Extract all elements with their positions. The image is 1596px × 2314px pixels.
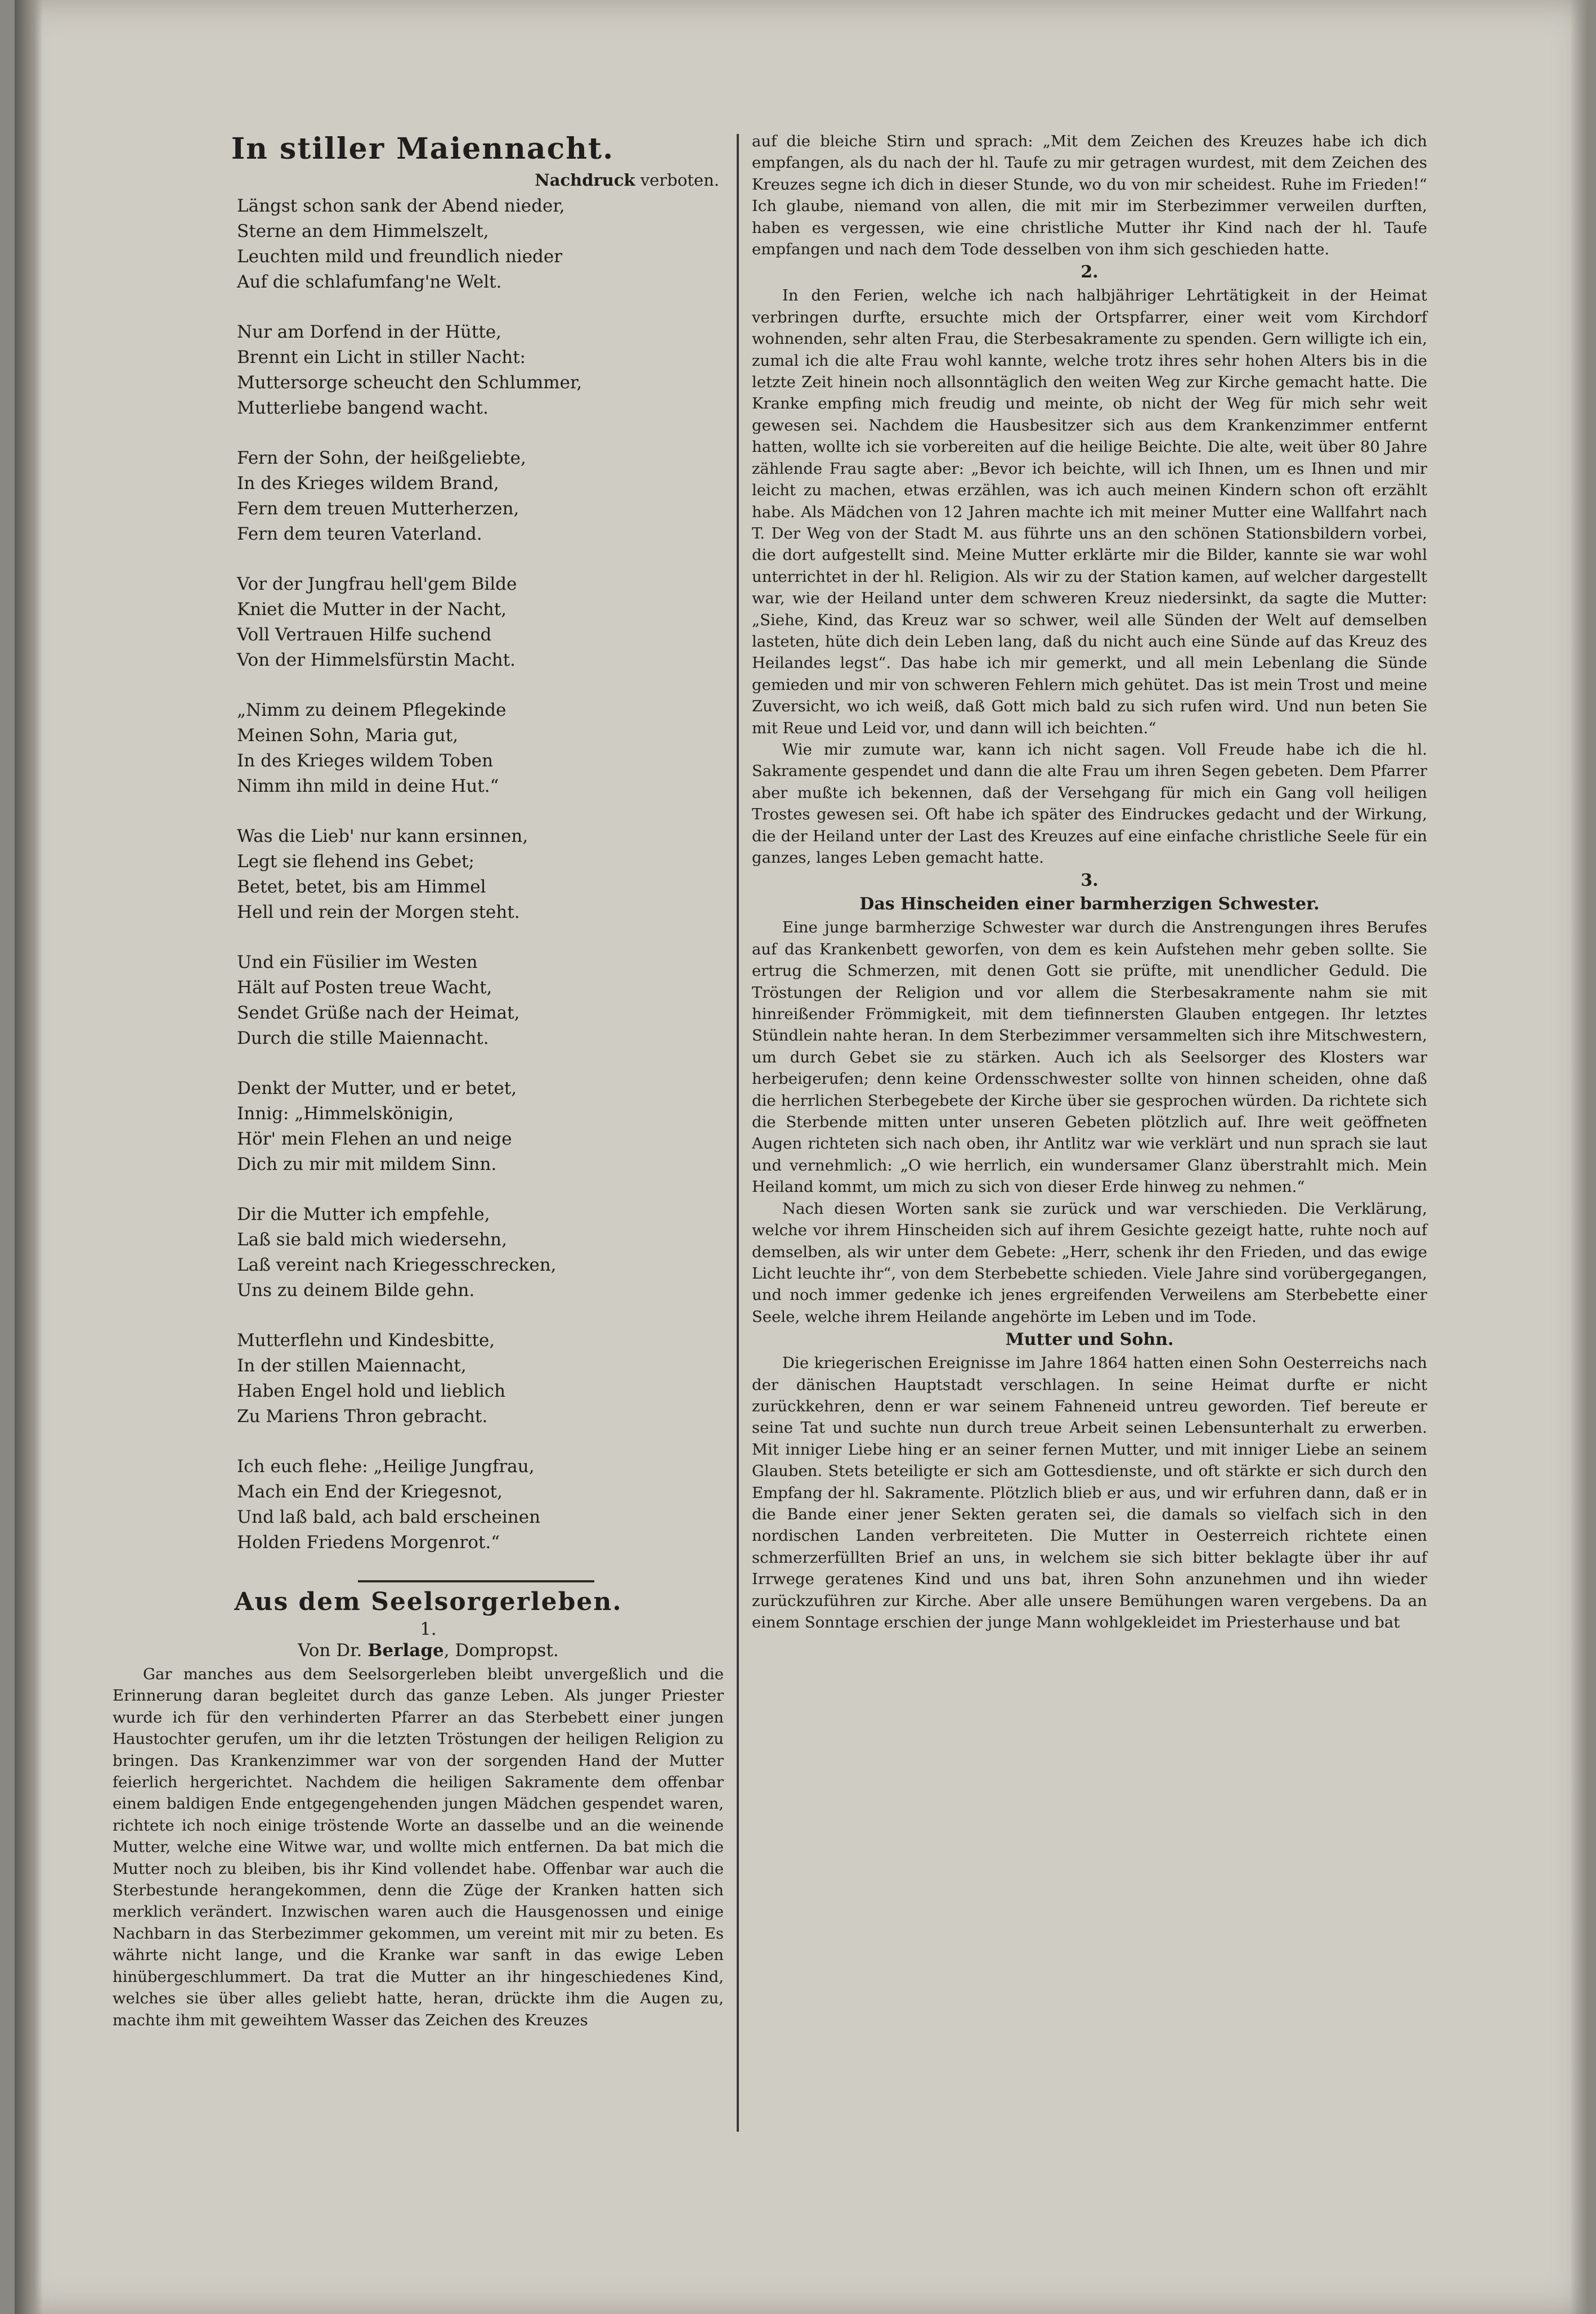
poem-verse: Mutterflehn und Kindesbitte, [237, 1330, 495, 1351]
poem-stanza [237, 824, 724, 925]
poem-stanza [237, 1328, 724, 1429]
article-paragraph: Gar manches aus dem Seelsorgerleben bleibt unvergeßlich und die Erinnerung daran begleitet durch das ganze Leben. Als junger Priester wurde ich für den verhinderten Pfarrer an das Sterbebett einer jungen Haustochter gerufen, um ihr die letzten Tröstungen der heiligen Religion zu bringen. Das Krankenzimmer war von der sorgenden Hand der Mutter feierlich hergerichtet. Nachdem die heiligen Sakramente dem offenbar einem baldigen Ende entgegengehenden jungen Mädchen gespendet waren, richtete ich noch einige tröstende Worte an dasselbe und an die weinende Mutter, welche eine Witwe war, und wollte mich entfernen. Da bat mich die Mutter noch zu bleiben, bis ihr Kind vollendet habe. Offenbar war auch die Sterbestunde herangekommen, denn die Züge der Kranken hatten sich merklich verändert. Inzwischen waren auch die Hausgenossen und einige Nachbarn in das Sterbezimmer gekommen, um vereint mit mir zu beten. Es währte nicht lange, und die Kranke war sanft in das ewige Leben hinübergeschlummert. Da trat die Mutter an ihr hingeschiedenes Kind, welches sie über alles geliebt hatte, heran, drückte ihm die Augen zu, machte ihm mit geweihtem Wasser das Zeichen des Kreuzes [113, 1665, 724, 2029]
poem-verse: Voll Vertrauen Hilfe suchend [237, 625, 492, 645]
poem-stanza [237, 950, 724, 1051]
article-paragraph: Nach diesen Worten sank sie zurück und war verschieden. Die Verklärung, welche vor ihrem Hinscheiden sich auf ihrem Gesichte gezeigt hatte, ruhte noch auf demselben, als wir unter dem Gebete: „Herr, schenk ihr den Frieden, und das ewige Licht leuchte ihr“, von dem Sterbebette schieden. Viele Jahre sind vorübergegangen, und noch immer gedenke ich jenes ergreifenden Verweilens am Sterbebette einer Seele, welche ihrem Heilande angehörte im Leben und im Tode. [752, 1199, 1427, 1326]
poem-verse: Mach ein End der Kriegesnot, [237, 1482, 503, 1502]
poem-verse: Dir die Mutter ich empfehle, [237, 1204, 490, 1225]
poem-stanza [237, 698, 724, 799]
poem-verse: Uns zu deinem Bilde gehn. [237, 1280, 475, 1300]
poem-stanza [237, 572, 724, 673]
poem-verse: Dich zu mir mit mildem Sinn. [237, 1154, 497, 1174]
poem-verse: Fern der Sohn, der heißgeliebte, [237, 448, 526, 468]
column-rule [737, 134, 739, 2132]
poem-verse: Sendet Grüße nach der Heimat, [237, 1003, 520, 1023]
poem-verse: Laß sie bald mich wiedersehn, [237, 1230, 507, 1250]
right-column [752, 131, 1427, 1633]
poem-stanza [237, 1202, 724, 1303]
poem-verse: Hör' mein Flehen an und neige [237, 1129, 512, 1149]
part-number-1: 1. [420, 1619, 437, 1639]
poem-verse: Was die Lieb' nur kann ersinnen, [237, 826, 528, 846]
poem-stanza [237, 446, 724, 547]
poem-verse: Vor der Jungfrau hell'gem Bilde [237, 574, 517, 594]
poem-stanza [237, 1076, 724, 1177]
poem-verse: Zu Mariens Thron gebracht. [237, 1406, 488, 1427]
newspaper-page [15, 0, 1587, 2314]
poem-title: In stiller Maiennacht. [231, 132, 615, 166]
poem-verse: Und ein Füsilier im Westen [237, 952, 478, 972]
poem-verse: „Nimm zu deinem Pflegekinde [237, 700, 506, 720]
poem-verse: Von der Himmelsfürstin Macht. [237, 650, 516, 670]
poem-stanza [237, 320, 724, 421]
poem-verse: Leuchten mild und freundlich nieder [237, 246, 563, 267]
section-heading: Mutter und Sohn. [1005, 1330, 1174, 1350]
poem-verse: In des Krieges wildem Brand, [237, 473, 499, 494]
poem-verse: Hell und rein der Morgen steht. [237, 902, 520, 922]
section-divider [358, 1580, 594, 1582]
article-title: Aus dem Seelsorgerleben. [234, 1587, 622, 1616]
author-line: Von Dr. Berlage, Dompropst. [298, 1640, 559, 1661]
poem-verse: Mutterliebe bangend wacht. [237, 398, 488, 418]
poem-verse: Holden Friedens Morgenrot.“ [237, 1532, 500, 1553]
poem-verse: Legt sie flehend ins Gebet; [237, 851, 474, 872]
poem-stanza [237, 194, 724, 295]
part-number-2: 2. [1081, 262, 1099, 282]
poem-verse: In der stillen Maiennacht, [237, 1356, 467, 1376]
poem-body [99, 194, 724, 1555]
poem-verse: Durch die stille Maiennacht. [237, 1028, 489, 1048]
poem-verse: Und laß bald, ach bald erscheinen [237, 1507, 541, 1527]
poem-verse: Hält auf Posten treue Wacht, [237, 977, 492, 998]
poem-verse: Innig: „Himmelskönigin, [237, 1104, 454, 1124]
reprint-notice: Nachdruck verboten. [535, 171, 719, 190]
poem-verse: Brennt ein Licht in stiller Nacht: [237, 347, 526, 367]
part-number-3: 3. [1081, 871, 1099, 891]
poem-verse: Meinen Sohn, Maria gut, [237, 725, 459, 746]
poem-verse: Fern dem treuen Mutterherzen, [237, 499, 519, 519]
article-paragraph: auf die bleiche Stirn und sprach: „Mit dem Zeichen des Kreuzes habe ich dich empfangen, als du nach der hl. Taufe zu mir getragen wurdest, mit dem Zeichen des Kreuzes segne ich dich in dieser Stunde, wo du von mir scheidest. Ruhe im Frieden!“ Ich glaube, niemand von allen, die mit mir im Sterbezimmer verweilen durften, haben es vergessen, wie eine christliche Mutter ihr Kind nach der hl. Taufe empfangen und nach dem Tode desselben von ihm sich geschieden hatte. [752, 132, 1427, 259]
poem-verse: Nimm ihn mild in deine Hut.“ [237, 776, 499, 796]
poem-verse: Längst schon sank der Abend nieder, [237, 196, 565, 216]
left-column [99, 131, 724, 2031]
poem-verse: Ich euch flehe: „Heilige Jungfrau, [237, 1456, 535, 1477]
poem-verse: Fern dem teuren Vaterland. [237, 524, 482, 544]
poem-verse: Muttersorge scheucht den Schlummer, [237, 373, 582, 393]
poem-verse: Auf die schlafumfang'ne Welt. [237, 272, 502, 292]
article-paragraph: Wie mir zumute war, kann ich nicht sagen. Voll Freude habe ich die hl. Sakramente gespendet und dann die alte Frau um ihren Segen gebeten. Dem Pfarrer aber mußte ich bekennen, daß der Versehgang für mich ein Gang voll heiligen Trostes gewesen sei. Oft habe ich später des Eindruckes gedacht und der Wirkung, die der Heiland unter der Last des Kreuzes auf eine einfache christliche Seele für ein ganzes, langes Leben gemacht hatte. [752, 740, 1427, 867]
section-heading: Das Hinscheiden einer barmherzigen Schwester. [859, 894, 1320, 914]
poem-verse: In des Krieges wildem Toben [237, 751, 494, 771]
article-paragraph: Eine junge barmherzige Schwester war durch die Anstrengungen ihres Berufes auf das Krankenbett geworfen, von dem es kein Aufstehen mehr geben sollte. Sie ertrug die Schmerzen, mit denen Gott sie prüfte, mit unendlicher Geduld. Die Tröstungen der Religion und vor allem die Sterbesakramente nahm sie mit hinreißender Frömmigkeit, mit dem tiefinnersten Glauben entgegen. Ihr letztes Stündlein nahte heran. In dem Sterbezimmer versammelten sich ihre Mitschwestern, um durch Gebet sie zu stärken. Auch ich als Seelsorger des Klosters war herbeigerufen; denn keine Ordensschwester sollte von hinnen scheiden, ohne daß die herrlichen Sterbegebete der Kirche über sie gesprochen würden. Da richtete sich die Sterbende mitten unter unseren Gebeten plötzlich auf. Ihre weit geöffneten Augen richteten sich nach oben, ihr Antlitz war wie verklärt und nun sprach sie laut und vernehmlich: „O wie herrlich, ein wundersamer Glanz überstrahlt mich. Mein Heiland kommt, um mich zu sich von dieser Erde hinweg zu nehmen.“ [752, 918, 1427, 1196]
poem-verse: Denkt der Mutter, und er betet, [237, 1078, 517, 1098]
poem-verse: Kniet die Mutter in der Nacht, [237, 599, 507, 620]
article-paragraph: In den Ferien, welche ich nach halbjähriger Lehrtätigkeit in der Heimat verbringen durfte, ersuchte mich der Ortspfarrer, einer weit vom Kirchdorf wohnenden, sehr alten Frau, die Sterbesakramente zu spenden. Gern willigte ich ein, zumal ich die alte Frau wohl kannte, welche trotz ihres sehr hohen Alters bis in die letzte Zeit hinein noch allsonntäglich den weiten Weg zur Kirche gemacht hatte. Die Kranke empfing mich freudig und meinte, ob nicht der Weg für mich sehr weit gewesen sei. Nachdem die Hausbesitzer sich aus dem Krankenzimmer entfernt hatten, wollte ich sie vorbereiten auf die heilige Beichte. Die alte, weit über 80 Jahre zählende Frau sagte aber: „Bevor ich beichte, will ich Ihnen, um es Ihnen und mir leicht zu machen, etwas erzählen, was ich auch meinen Kindern schon oft erzählt habe. Als Mädchen von 12 Jahren machte ich mit meiner Mutter eine Wallfahrt nach T. Der Weg von der Stadt M. aus führte uns an den schönen Stationsbildern vorbei, die dort aufgestellt sind. Meine Mutter erklärte mir die Bilder, kannte sie war wohl unterrichtet in der hl. Religion. Als wir zu der Station kamen, auf welcher dargestellt war, wie der Heiland unter dem schweren Kreuz niedersinkt, da sagte die Mutter: „Siehe, Kind, das Kreuz war so schwer, weil alle Sünden der Welt auf demselben lasteten, hüte dich dein Leben lang, daß du nicht auch eine Sünde auf das Kreuz des Heilandes legst“. Das habe ich mir gemerkt, und all mein Lebenlang die Sünde gemieden und mir von schweren Fehlern mich gehütet. Das ist mein Trost und meine Zuversicht, wo ich weiß, daß Gott mich bald zu sich rufen wird. Und nun beten Sie mit Reue und Leid vor, und dann will ich beichten.“ [752, 286, 1427, 737]
poem-verse: Haben Engel hold und lieblich [237, 1381, 506, 1401]
poem-verse: Betet, betet, bis am Himmel [237, 877, 486, 897]
poem-stanza [237, 1454, 724, 1555]
article-paragraph: Die kriegerischen Ereignisse im Jahre 1864 hatten einen Sohn Oesterreichs nach der dänischen Hauptstadt verschlagen. In seine Heimat durfte er nicht zurückkehren, denn er war seinem Fahneneid untreu geworden. Tief bereute er seine Tat und suchte nun durch treue Arbeit seinen Lebensunterhalt zu erwerben. Mit inniger Liebe hing er an seiner fernen Mutter, und mit inniger Liebe an seinem Glauben. Stets beteiligte er sich am Gottesdienste, und oft stärkte er sich durch den Empfang der hl. Sakramente. Plötzlich blieb er aus, und wir erfuhren dann, daß er in die Bande einer jener Sekten geraten sei, die damals so vielfach sich in den nordischen Landen verbreiteten. Die Mutter in Oesterreich richtete einen schmerzerfüllten Brief an uns, in welchem sie sich bitter beklagte über ihr auf Irrwege geratenes Kind und uns bat, ihren Sohn anzunehmen und ihn wieder zurückzuführen zur Kirche. Aber alle unsere Bemühungen waren vergebens. Da an einem Sonntage erschien der junge Mann wohlgekleidet im Priesterhause und bat [752, 1354, 1427, 1631]
poem-verse: Laß vereint nach Kriegesschrecken, [237, 1255, 557, 1275]
poem-verse: Nur am Dorfend in der Hütte, [237, 322, 502, 342]
poem-verse: Sterne an dem Himmelszelt, [237, 221, 489, 241]
